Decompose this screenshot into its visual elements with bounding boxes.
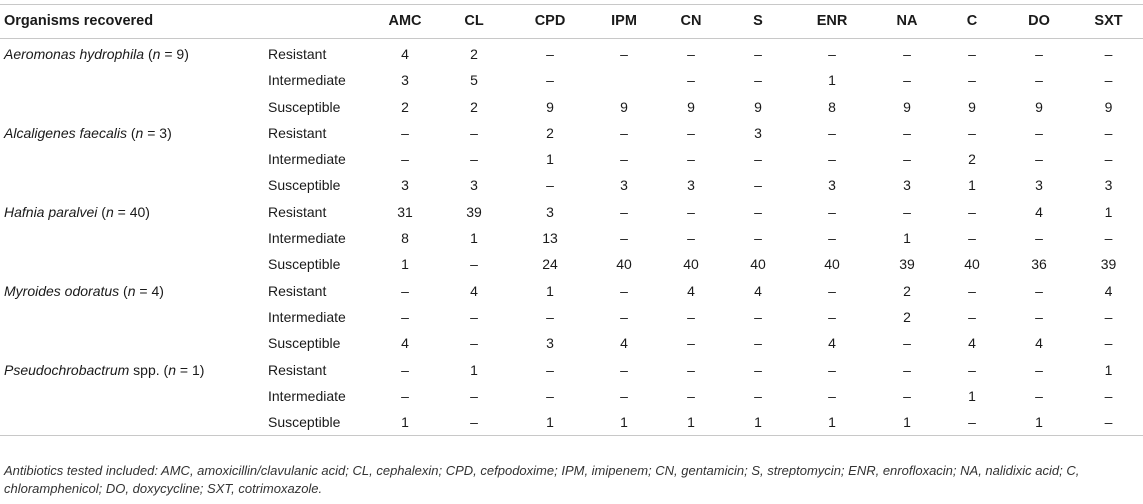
value-cell-cn: 4: [687, 282, 695, 299]
header-organisms-recovered: Organisms recovered: [0, 5, 370, 39]
value-cell-cn: 1: [656, 409, 726, 436]
value-cell-cn: –: [687, 308, 695, 325]
value-cell-amc: 1: [370, 409, 440, 436]
value-cell-cpd: 1: [546, 282, 554, 299]
header-antibiotic-enr: ENR: [790, 5, 874, 39]
value-cell-na: –: [903, 124, 911, 141]
organism-cell: [0, 251, 268, 277]
category-cell: Resistant: [268, 124, 327, 141]
value-cell-do: –: [1035, 124, 1043, 141]
value-cell-cpd: 1: [546, 151, 554, 168]
organism-cell: [0, 357, 268, 383]
value-cell-c: 1: [968, 387, 976, 404]
table-row: [0, 120, 1143, 146]
value-cell-s: –: [754, 46, 762, 62]
value-cell-enr: –: [828, 203, 836, 220]
value-cell-enr: 8: [828, 98, 836, 115]
value-cell-enr: –: [828, 308, 836, 325]
value-cell-enr: 3: [828, 177, 836, 194]
organism-cell: [0, 120, 268, 146]
value-cell-s: –: [754, 361, 762, 378]
value-cell-enr: –: [828, 46, 836, 62]
value-cell-amc: 1: [401, 256, 409, 273]
table-row: [0, 409, 1143, 436]
value-cell-s: 9: [754, 98, 762, 115]
organism-name: Hafnia paralvei: [4, 203, 98, 220]
category-cell: Susceptible: [268, 177, 341, 194]
table-row: [0, 225, 1143, 251]
value-cell-c: 1: [968, 177, 976, 194]
value-cell-cpd: 13: [542, 230, 558, 247]
header-antibiotic-cl: CL: [440, 5, 508, 39]
value-cell-cpd: 24: [542, 256, 558, 273]
category-cell: Intermediate: [268, 72, 346, 89]
value-cell-c: –: [968, 230, 976, 247]
organism-cell: [0, 383, 268, 409]
table-row: [0, 383, 1143, 409]
header-antibiotic-amc: AMC: [370, 5, 440, 39]
value-cell-c: –: [968, 203, 976, 220]
category-cell: Intermediate: [268, 151, 346, 168]
value-cell-sxt: –: [1104, 72, 1113, 89]
value-cell-do: –: [1035, 308, 1043, 325]
value-cell-enr: –: [828, 361, 836, 378]
category-cell: Susceptible: [268, 256, 341, 273]
organism-name: Alcaligenes faecalis: [4, 124, 127, 141]
value-cell-cl: 4: [470, 282, 478, 299]
value-cell-enr: –: [828, 151, 836, 168]
organism-name-suffix: spp.: [129, 361, 160, 378]
value-cell-s: 40: [750, 256, 766, 273]
organism-cell: [0, 94, 268, 120]
category-cell: Susceptible: [268, 335, 341, 352]
value-cell-cpd: –: [546, 177, 554, 194]
value-cell-cl: –: [470, 124, 478, 141]
table-row: [0, 357, 1143, 383]
value-cell-do: –: [1035, 387, 1043, 404]
value-cell-ipm: 1: [592, 409, 656, 436]
value-cell-amc: 3: [401, 177, 409, 194]
value-cell-sxt: –: [1104, 230, 1113, 247]
organism-name: Myroides odoratus: [4, 282, 120, 299]
table-row: [0, 199, 1143, 225]
value-cell-na: –: [903, 387, 911, 404]
table-row: [0, 251, 1143, 277]
value-cell-cpd: –: [546, 72, 554, 89]
value-cell-cpd: 9: [546, 98, 554, 115]
value-cell-s: –: [754, 177, 762, 194]
organism-cell: [0, 172, 268, 198]
value-cell-amc: 31: [397, 203, 413, 220]
value-cell-ipm: 40: [616, 256, 632, 273]
value-cell-do: –: [1035, 282, 1043, 299]
value-cell-c: 9: [968, 98, 976, 115]
value-cell-ipm: 9: [620, 98, 628, 115]
value-cell-ipm: [592, 67, 656, 93]
organism-cell: [0, 330, 268, 356]
value-cell-ipm: –: [620, 46, 628, 62]
organism-cell: [0, 67, 268, 93]
value-cell-sxt: –: [1074, 409, 1143, 436]
header-antibiotic-sxt: SXT: [1074, 5, 1143, 39]
value-cell-cl: 39: [466, 203, 482, 220]
value-cell-cn: –: [687, 203, 695, 220]
value-cell-cl: 5: [470, 72, 478, 89]
value-cell-ipm: 3: [620, 177, 628, 194]
organism-sample-size: (n = 9): [144, 46, 189, 62]
value-cell-cpd: –: [546, 308, 554, 325]
value-cell-sxt: 3: [1104, 177, 1113, 194]
value-cell-na: 2: [903, 308, 911, 325]
value-cell-na: –: [903, 46, 911, 62]
value-cell-c: –: [968, 361, 976, 378]
value-cell-ipm: –: [620, 124, 628, 141]
value-cell-cl: –: [470, 387, 478, 404]
value-cell-cpd: 2: [546, 124, 554, 141]
organism-name: Aeromonas hydrophila: [4, 46, 145, 62]
value-cell-enr: –: [828, 124, 836, 141]
value-cell-amc: 4: [401, 335, 409, 352]
value-cell-amc: –: [401, 387, 409, 404]
value-cell-s: –: [754, 308, 762, 325]
value-cell-do: –: [1035, 151, 1043, 168]
organism-cell: [0, 146, 268, 172]
organism-cell: [0, 39, 268, 68]
value-cell-cl: 1: [470, 361, 478, 378]
organism-sample-size: (n = 1): [159, 361, 205, 378]
category-cell: Resistant: [268, 361, 327, 378]
value-cell-cpd: –: [546, 361, 554, 378]
organism-cell: [0, 199, 268, 225]
value-cell-sxt: –: [1104, 151, 1113, 168]
value-cell-s: 1: [726, 409, 790, 436]
value-cell-enr: 1: [828, 72, 836, 89]
value-cell-amc: –: [401, 361, 409, 378]
value-cell-ipm: –: [620, 151, 628, 168]
value-cell-amc: –: [401, 308, 409, 325]
value-cell-ipm: –: [620, 387, 628, 404]
value-cell-ipm: –: [620, 361, 628, 378]
value-cell-s: –: [754, 387, 762, 404]
value-cell-sxt: –: [1104, 124, 1113, 141]
value-cell-ipm: –: [620, 282, 628, 299]
value-cell-cl: –: [470, 256, 478, 273]
value-cell-amc: 3: [401, 72, 409, 89]
value-cell-cn: 9: [687, 98, 695, 115]
table-row: [0, 146, 1143, 172]
value-cell-cpd: –: [546, 387, 554, 404]
value-cell-do: –: [1035, 72, 1043, 89]
value-cell-amc: –: [401, 282, 409, 299]
value-cell-na: –: [903, 335, 911, 352]
organism-name: Pseudochrobactrum: [4, 361, 130, 378]
value-cell-do: 4: [1035, 335, 1043, 352]
value-cell-do: 9: [1035, 98, 1043, 115]
value-cell-enr: –: [828, 282, 836, 299]
header-antibiotic-cpd: CPD: [508, 5, 592, 39]
category-cell: Resistant: [268, 203, 327, 220]
value-cell-ipm: 4: [620, 335, 628, 352]
value-cell-c: –: [940, 409, 1004, 436]
organism-cell: [0, 304, 268, 330]
value-cell-cn: 3: [687, 177, 695, 194]
value-cell-enr: 4: [828, 335, 836, 352]
value-cell-cl: –: [470, 335, 478, 352]
value-cell-enr: –: [828, 230, 836, 247]
category-cell: Susceptible: [268, 98, 341, 115]
value-cell-sxt: –: [1104, 308, 1113, 325]
header-antibiotic-s: S: [726, 5, 790, 39]
value-cell-c: –: [968, 282, 976, 299]
value-cell-s: 3: [754, 124, 762, 141]
value-cell-cn: –: [687, 46, 695, 62]
value-cell-amc: 8: [401, 230, 409, 247]
header-antibiotic-na: NA: [874, 5, 940, 39]
organism-sample-size: (n = 40): [97, 203, 150, 220]
value-cell-na: 2: [903, 282, 911, 299]
value-cell-sxt: –: [1104, 387, 1113, 404]
value-cell-cn: 40: [683, 256, 699, 273]
value-cell-sxt: –: [1104, 46, 1113, 62]
value-cell-amc: –: [401, 124, 409, 141]
organism-sample-size: (n = 4): [119, 282, 164, 299]
table-row: [0, 304, 1143, 330]
value-cell-s: –: [754, 230, 762, 247]
value-cell-s: 4: [754, 282, 762, 299]
category-cell: Resistant: [268, 282, 327, 299]
value-cell-cl: 2: [470, 46, 478, 62]
value-cell-cpd: 3: [546, 335, 554, 352]
value-cell-na: 1: [874, 409, 940, 436]
value-cell-do: –: [1035, 230, 1043, 247]
header-antibiotic-cn: CN: [656, 5, 726, 39]
value-cell-cl: –: [470, 151, 478, 168]
value-cell-c: –: [968, 72, 976, 89]
value-cell-do: –: [1035, 46, 1043, 62]
table-header-row: [0, 5, 1143, 39]
value-cell-cn: –: [687, 387, 695, 404]
value-cell-cn: –: [687, 72, 695, 89]
value-cell-na: 39: [899, 256, 915, 273]
value-cell-ipm: –: [620, 308, 628, 325]
category-cell: Resistant: [268, 46, 327, 62]
value-cell-do: 36: [1031, 256, 1047, 273]
value-cell-c: –: [968, 308, 976, 325]
header-antibiotic-ipm: IPM: [592, 5, 656, 39]
value-cell-cl: 3: [470, 177, 478, 194]
value-cell-na: 1: [903, 230, 911, 247]
value-cell-sxt: 1: [1104, 361, 1113, 378]
value-cell-cn: –: [687, 151, 695, 168]
table-row: [0, 278, 1143, 304]
value-cell-cl: 1: [470, 230, 478, 247]
table-footnote: Antibiotics tested included: AMC, amoxicillin/clavulanic acid; CL, cephalexin; CPD, cefpodoxime; IPM, imipenem; CN, gentamicin; S, streptomycin; ENR, enrofloxacin; NA, nalidixic acid; C, chloramphenicol; DO, doxycycline; SXT, cotrimoxazole.: [4, 463, 1080, 496]
value-cell-sxt: 9: [1104, 98, 1113, 115]
value-cell-s: –: [754, 335, 762, 352]
value-cell-cpd: 1: [508, 409, 592, 436]
value-cell-cn: –: [687, 230, 695, 247]
value-cell-na: 9: [903, 98, 911, 115]
value-cell-enr: 1: [790, 409, 874, 436]
value-cell-cl: 2: [470, 98, 478, 115]
value-cell-enr: –: [828, 387, 836, 404]
value-cell-cn: –: [687, 124, 695, 141]
category-cell: Susceptible: [268, 409, 370, 436]
value-cell-cpd: 3: [546, 203, 554, 220]
value-cell-c: 4: [968, 335, 976, 352]
category-cell: Intermediate: [268, 387, 346, 404]
header-antibiotic-do: DO: [1004, 5, 1074, 39]
value-cell-ipm: –: [620, 230, 628, 247]
value-cell-na: –: [903, 151, 911, 168]
organism-cell: [0, 225, 268, 251]
value-cell-ipm: –: [620, 203, 628, 220]
value-cell-sxt: 1: [1104, 203, 1113, 220]
value-cell-enr: 40: [824, 256, 840, 273]
value-cell-c: –: [968, 124, 976, 141]
value-cell-cn: –: [687, 335, 695, 352]
value-cell-na: –: [903, 361, 911, 378]
category-cell: Intermediate: [268, 308, 346, 325]
value-cell-do: 1: [1004, 409, 1074, 436]
value-cell-amc: 4: [401, 46, 409, 62]
value-cell-s: –: [754, 72, 762, 89]
organism-cell: [0, 278, 268, 304]
value-cell-na: 3: [903, 177, 911, 194]
value-cell-cpd: –: [546, 46, 554, 62]
organism-cell: [0, 409, 268, 436]
value-cell-amc: –: [401, 151, 409, 168]
value-cell-c: –: [968, 46, 976, 62]
value-cell-cn: –: [687, 361, 695, 378]
table-body: [0, 39, 1143, 436]
value-cell-amc: 2: [401, 98, 409, 115]
value-cell-do: 4: [1035, 203, 1043, 220]
value-cell-sxt: 4: [1104, 282, 1113, 299]
table-row: [0, 67, 1143, 93]
value-cell-c: 2: [968, 151, 976, 168]
value-cell-na: –: [903, 72, 911, 89]
header-antibiotic-c: C: [940, 5, 1004, 39]
value-cell-na: –: [903, 203, 911, 220]
value-cell-do: –: [1035, 361, 1043, 378]
value-cell-s: –: [754, 203, 762, 220]
value-cell-s: –: [754, 151, 762, 168]
organism-sample-size: (n = 3): [126, 124, 172, 141]
value-cell-sxt: 39: [1100, 256, 1117, 273]
value-cell-sxt: –: [1104, 335, 1113, 352]
value-cell-c: 40: [964, 256, 980, 273]
table-row: [0, 94, 1143, 120]
value-cell-cl: –: [470, 308, 478, 325]
table-row: [0, 172, 1143, 198]
table-row: [0, 39, 1143, 68]
table-row: [0, 330, 1143, 356]
antibiotic-resistance-table: [0, 4, 1143, 436]
value-cell-cl: –: [440, 409, 508, 436]
value-cell-do: 3: [1035, 177, 1043, 194]
category-cell: Intermediate: [268, 230, 346, 247]
